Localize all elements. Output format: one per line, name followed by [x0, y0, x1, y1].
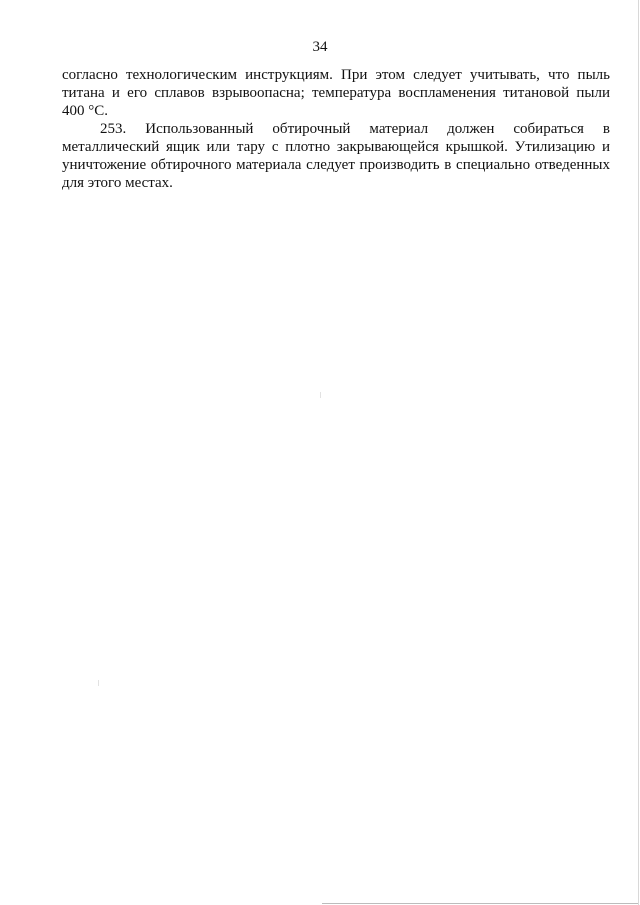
- page-number: 34: [312, 39, 328, 55]
- text-line: для этого местах.: [62, 175, 173, 191]
- text-line: согласно технологическим инструкциям. При этом следует учитывать, что пыль: [62, 67, 610, 83]
- scan-edge-right: [638, 0, 639, 905]
- text-line: металлический ящик или тару с плотно закрывающейся крышкой. Утилизацию и: [62, 139, 610, 155]
- text-line: титана и его сплавов взрывоопасна; температура воспламенения титановой пыли: [62, 85, 610, 101]
- document-text: [62, 66, 610, 192]
- paragraph-start-line: 253. Использованный обтирочный материал должен собираться в: [100, 121, 610, 137]
- text-line: 400 °С.: [62, 103, 109, 119]
- scan-edge-bottom: [322, 903, 638, 904]
- scan-speck: [98, 680, 99, 686]
- scan-speck: [320, 392, 321, 398]
- text-line: уничтожение обтирочного материала следует производить в специально отведенных: [62, 157, 610, 173]
